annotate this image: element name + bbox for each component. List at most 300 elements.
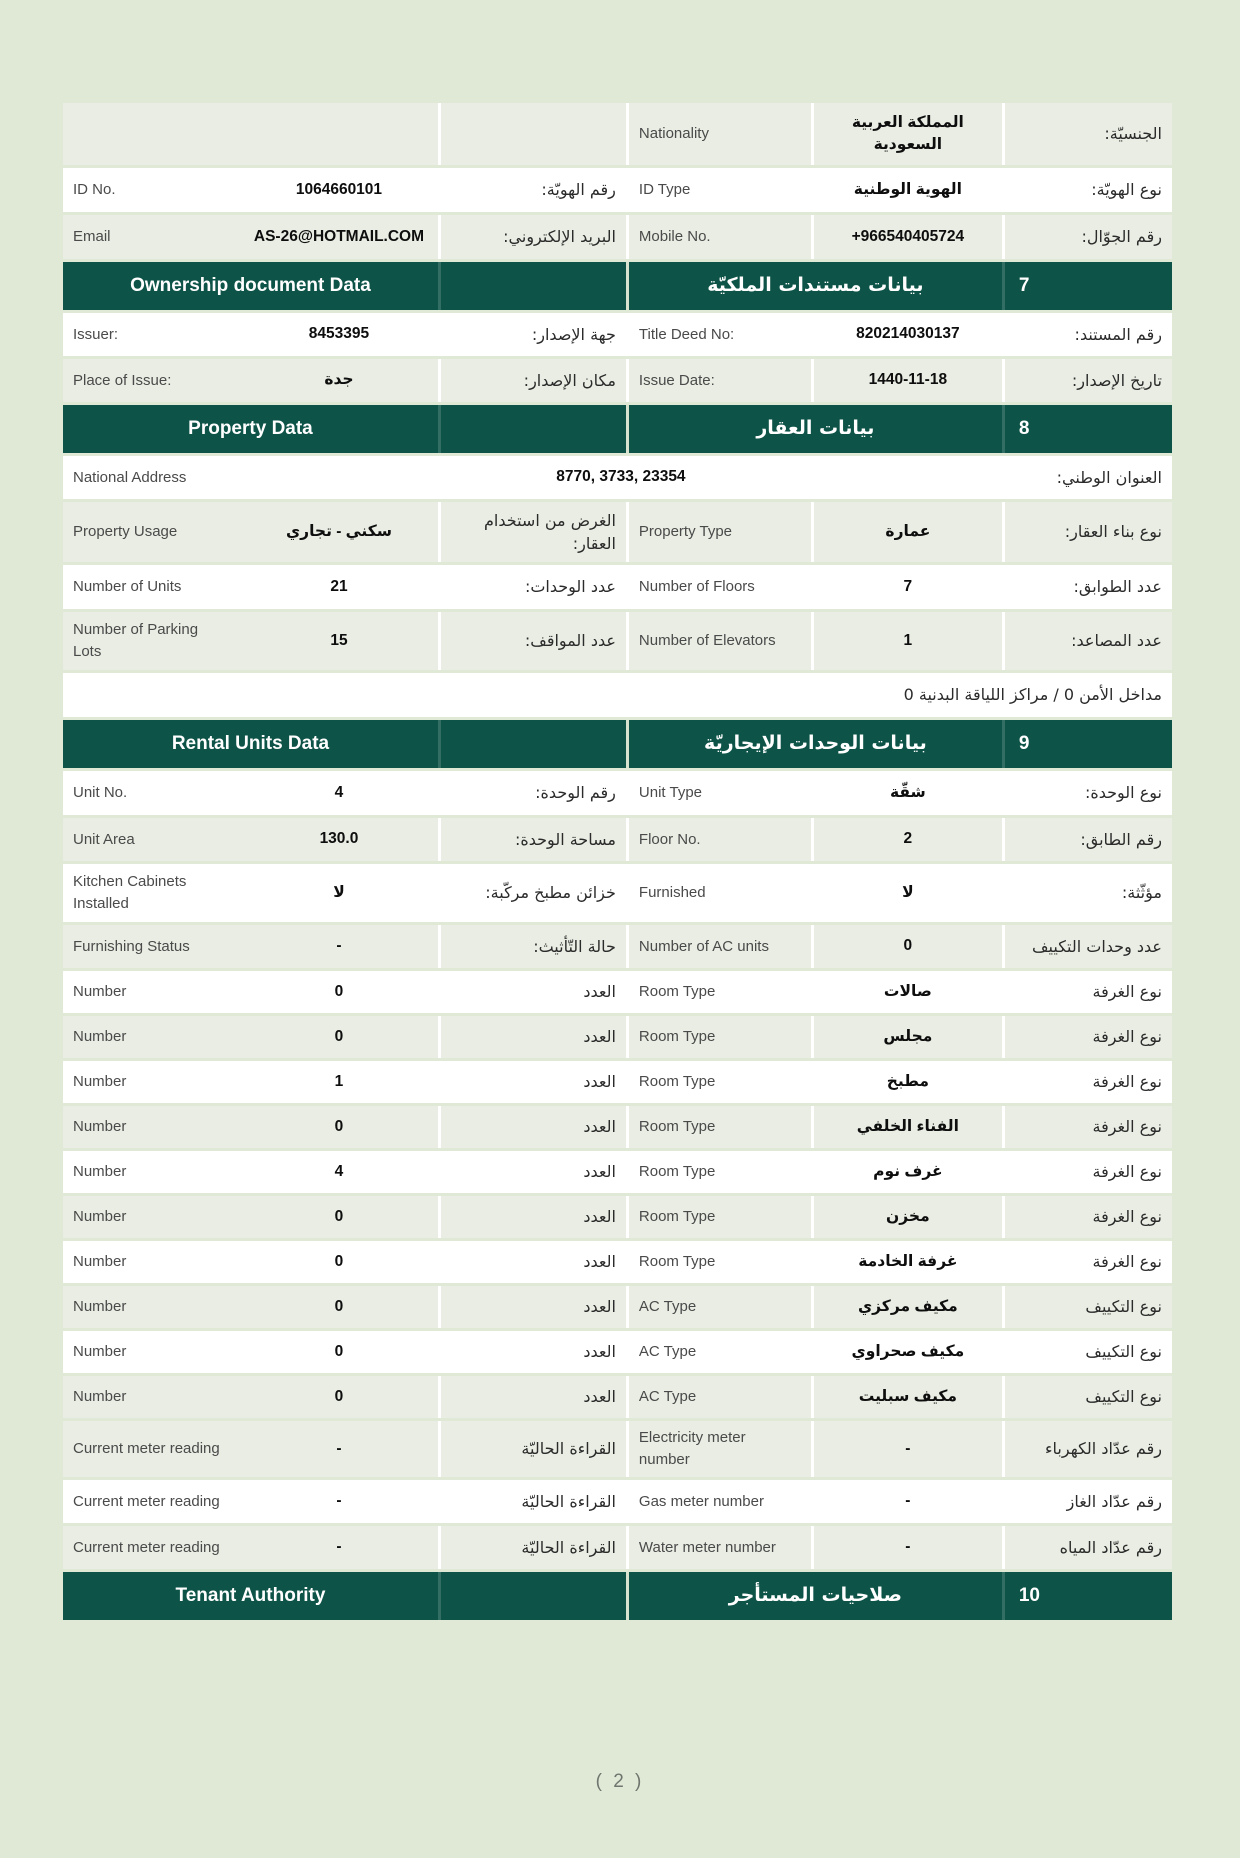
field-value-text: 8770, 3733, 23354 <box>556 468 686 486</box>
field-value <box>240 1241 438 1283</box>
section-number <box>1002 720 1172 768</box>
field-value <box>240 103 438 165</box>
field-label-ar <box>1002 1151 1172 1193</box>
field-value <box>811 565 1002 609</box>
field-value <box>811 1061 1002 1103</box>
field-label-ar <box>438 1241 626 1283</box>
field-value-text: 4 <box>334 1162 344 1180</box>
field-label-en-text: Current meter reading <box>73 1492 220 1510</box>
field-label-ar-text: نوع التكييف <box>1085 1297 1162 1317</box>
field-value <box>811 1286 1002 1328</box>
field-label-ar <box>1002 168 1172 212</box>
section-number-text: 10 <box>1018 1585 1040 1607</box>
field-label-ar <box>438 1016 626 1058</box>
field-value <box>811 215 1002 259</box>
table-row <box>63 313 1172 356</box>
field-label-ar <box>438 565 626 609</box>
field-label-en-text: Email <box>73 228 111 246</box>
field-label-ar-text: عدد وحدات التكييف <box>1031 936 1162 956</box>
field-value <box>240 1526 438 1569</box>
field-value-text: الفناء الخلفي <box>856 1117 959 1135</box>
field-label-en-text: Room Type <box>638 1028 716 1046</box>
field-label-en-text: Issue Date: <box>638 371 715 389</box>
field-label-ar <box>1002 1376 1172 1418</box>
field-label-ar-text: العدد <box>583 1252 616 1272</box>
table-row <box>63 456 1172 499</box>
field-label-en-text: Unit No. <box>73 784 128 802</box>
table-row <box>63 1061 1172 1103</box>
note-text <box>63 673 1172 717</box>
field-label-en <box>63 864 240 922</box>
field-value-text: 21 <box>330 577 348 595</box>
field-label-en <box>63 1241 240 1283</box>
table-row <box>63 168 1172 212</box>
field-label-en-text: Room Type <box>638 1253 716 1271</box>
field-value-text: - <box>336 1492 342 1510</box>
field-label-en <box>63 313 240 356</box>
field-label-en-text: Furnishing Status <box>73 937 190 955</box>
field-label-ar-text: تاريخ الإصدار: <box>1071 370 1162 390</box>
field-value-text: 0 <box>334 1387 344 1405</box>
field-value-text: AS-26@HOTMAIL.COM <box>253 227 425 245</box>
field-label-en-text: Issuer: <box>73 325 119 343</box>
field-label-en-text: Room Type <box>638 1163 716 1181</box>
field-value-text: 1064660101 <box>295 180 383 198</box>
field-label-ar-text: نوع الغرفة <box>1092 1027 1162 1047</box>
field-value-text: غرفة الخادمة <box>858 1252 958 1270</box>
field-label-en <box>626 1151 811 1193</box>
field-label-ar <box>438 1376 626 1418</box>
field-label-en <box>626 1526 811 1569</box>
field-value-text: غرف نوم <box>873 1162 943 1180</box>
field-value <box>811 818 1002 861</box>
field-label-ar-text: العدد <box>583 1117 616 1137</box>
field-label-en-text: Number of Floors <box>638 578 755 596</box>
field-label-ar-text: العدد <box>583 1387 616 1407</box>
contract-page <box>0 103 1240 1858</box>
field-label-ar <box>1002 1480 1172 1523</box>
table-row <box>63 1376 1172 1418</box>
field-label-en-text: Number of Units <box>73 578 182 596</box>
field-label-en-text: AC Type <box>638 1343 697 1361</box>
field-value-text: 1 <box>334 1072 344 1090</box>
table-row <box>63 971 1172 1013</box>
field-value-text: 0 <box>334 1117 344 1135</box>
field-value-text: مكيف سبليت <box>858 1387 958 1405</box>
field-label-ar <box>1002 1241 1172 1283</box>
field-value <box>811 971 1002 1013</box>
field-label-en <box>626 1376 811 1418</box>
field-label-ar-text: القراءة الحاليّة <box>521 1439 616 1459</box>
table-row <box>63 1331 1172 1373</box>
field-value <box>240 771 438 815</box>
field-label-en-text: Number <box>73 1253 127 1271</box>
field-label-en <box>63 359 240 402</box>
field-label-en <box>63 1526 240 1569</box>
field-label-ar <box>438 1151 626 1193</box>
field-label-ar-text: نوع الهويّة: <box>1091 180 1162 200</box>
field-label-en-text: Property Usage <box>73 523 178 541</box>
field-label-ar-text: عدد الطوابق: <box>1073 577 1162 597</box>
field-value-text: 820214030137 <box>856 325 960 343</box>
field-value-text: +966540405724 <box>851 227 965 245</box>
field-label-ar <box>1002 864 1172 922</box>
field-value <box>240 612 438 670</box>
section-title-en <box>63 1572 438 1620</box>
field-label-ar-text: البريد الإلكتروني: <box>503 227 616 247</box>
field-label-en <box>626 771 811 815</box>
field-label-ar-text: رقم الهويّة: <box>541 180 616 200</box>
field-label-en-text: Number <box>73 1163 127 1181</box>
field-label-ar-text: مكان الإصدار: <box>523 370 616 390</box>
field-label-ar-text: نوع الغرفة <box>1092 1162 1162 1182</box>
field-label-en-text: National Address <box>73 468 187 486</box>
table-row <box>63 103 1172 165</box>
field-value-text: 2 <box>903 830 913 848</box>
field-label-en <box>63 971 240 1013</box>
field-label-en <box>63 771 240 815</box>
field-label-ar <box>438 359 626 402</box>
field-label-ar <box>438 502 626 562</box>
field-label-en <box>63 1421 240 1477</box>
field-label-en <box>63 1480 240 1523</box>
field-label-ar-text: عدد المواقف: <box>524 631 616 651</box>
field-value <box>811 1376 1002 1418</box>
field-label-en <box>626 818 811 861</box>
field-label-en-text: ID No. <box>73 181 116 199</box>
table-row <box>63 565 1172 609</box>
field-value-text: مجلس <box>883 1027 933 1045</box>
field-value <box>811 771 1002 815</box>
section-title-en-text: Tenant Authority <box>175 1585 326 1607</box>
field-label-en <box>626 502 811 562</box>
field-label-ar-text: رقم عدّاد الغاز <box>1066 1491 1162 1511</box>
field-value-text: 0 <box>334 1207 344 1225</box>
field-value <box>811 1196 1002 1238</box>
field-label-ar <box>438 925 626 968</box>
field-label-ar <box>1002 925 1172 968</box>
field-value <box>240 925 438 968</box>
field-value-text: 15 <box>330 631 348 649</box>
field-label-ar-text: الجنسيّة: <box>1104 124 1162 144</box>
field-label-ar-text: رقم الجوّال: <box>1081 227 1162 247</box>
field-label-en <box>626 168 811 212</box>
field-label-en <box>626 1331 811 1373</box>
field-value-text: مكيف صحراوي <box>851 1342 965 1360</box>
field-label-ar-text: نوع التكييف <box>1085 1342 1162 1362</box>
field-label-en <box>63 103 240 165</box>
section-header <box>63 1572 1172 1620</box>
field-value <box>811 864 1002 922</box>
field-value-text: مخزن <box>886 1207 930 1225</box>
table-row <box>63 215 1172 259</box>
section-number-text: 7 <box>1018 275 1030 297</box>
field-label-ar <box>1002 1331 1172 1373</box>
table-row <box>63 502 1172 562</box>
field-label-en <box>626 313 811 356</box>
field-label-ar-text: جهة الإصدار: <box>531 324 616 344</box>
field-label-en-text: Number <box>73 1208 127 1226</box>
section-header <box>63 262 1172 310</box>
field-label-ar <box>1002 215 1172 259</box>
field-label-ar-text: نوع الوحدة: <box>1084 783 1162 803</box>
section-title-en-text: Property Data <box>188 418 313 440</box>
field-label-en <box>63 456 240 499</box>
field-value <box>240 818 438 861</box>
header-spacer <box>438 1572 626 1620</box>
field-label-ar <box>438 1061 626 1103</box>
field-label-en <box>626 565 811 609</box>
table-row <box>63 1241 1172 1283</box>
field-label-ar <box>1002 1421 1172 1477</box>
field-label-ar-text: العدد <box>583 1027 616 1047</box>
field-label-ar <box>438 168 626 212</box>
field-label-en <box>63 1061 240 1103</box>
field-label-ar <box>438 1286 626 1328</box>
field-label-en <box>63 818 240 861</box>
field-label-en-text: Number of Elevators <box>638 632 776 650</box>
field-value <box>240 1151 438 1193</box>
field-value <box>240 864 438 922</box>
field-label-ar-text: حالة التّأثيث: <box>533 936 616 956</box>
field-value-text: 130.0 <box>319 830 359 848</box>
field-label-ar-text: الغرض من استخدام العقار: <box>484 510 616 553</box>
field-value <box>811 1526 1002 1569</box>
field-label-en-text: Electricity meter number <box>638 1429 746 1468</box>
section-title-ar-text: بيانات الوحدات الإيجاريّة <box>704 732 927 755</box>
field-label-en-text: Number <box>73 1298 127 1316</box>
field-value-text: 4 <box>334 783 344 801</box>
field-value-text: - <box>905 1439 911 1457</box>
field-label-ar <box>438 612 626 670</box>
field-label-ar-text: نوع الغرفة <box>1092 1117 1162 1137</box>
section-title-ar <box>626 262 1002 310</box>
field-value-text: جدة <box>324 371 354 389</box>
table-row <box>63 925 1172 968</box>
section-header <box>63 405 1172 453</box>
section-number-text: 8 <box>1018 418 1030 440</box>
field-label-ar-text: نوع الغرفة <box>1092 1207 1162 1227</box>
field-label-ar-text: رقم الوحدة: <box>535 783 616 803</box>
field-value <box>240 1421 438 1477</box>
field-label-en-text: Room Type <box>638 983 716 1001</box>
field-label-en-text: Property Type <box>638 523 733 541</box>
field-label-ar <box>438 313 626 356</box>
field-label-en <box>63 565 240 609</box>
field-label-ar <box>1002 612 1172 670</box>
field-value-text: المملكة العربية السعودية <box>851 113 964 153</box>
field-value <box>240 1196 438 1238</box>
field-label-en <box>626 1016 811 1058</box>
field-value-text: 1 <box>903 631 913 649</box>
field-label-en <box>63 1106 240 1148</box>
field-value-text: 0 <box>334 982 344 1000</box>
field-value <box>811 612 1002 670</box>
section-title-ar <box>626 1572 1002 1620</box>
field-label-en <box>63 1286 240 1328</box>
field-value <box>240 168 438 212</box>
field-value-text: 7 <box>903 577 913 595</box>
field-label-ar-text: خزائن مطبخ مركّبة: <box>485 883 616 903</box>
field-label-en <box>63 925 240 968</box>
field-label-en <box>63 612 240 670</box>
field-label-ar <box>1002 1526 1172 1569</box>
field-value-text: 8453395 <box>308 325 370 343</box>
section-title-ar-text: صلاحيات المستأجر <box>728 1584 902 1607</box>
field-value-text: 0 <box>903 937 913 955</box>
field-label-en-text: Room Type <box>638 1073 716 1091</box>
field-label-en-text: Place of Issue: <box>73 371 172 389</box>
field-label-ar <box>438 1480 626 1523</box>
field-label-ar <box>438 1421 626 1477</box>
header-spacer <box>438 720 626 768</box>
note-row <box>63 673 1172 717</box>
field-label-ar <box>1002 1286 1172 1328</box>
field-label-en-text: Number <box>73 983 127 1001</box>
field-label-ar-text: عدد المصاعد: <box>1071 631 1162 651</box>
field-label-en-text: Number of Parking Lots <box>73 621 199 660</box>
table-row <box>63 771 1172 815</box>
section-title-en <box>63 405 438 453</box>
field-value <box>811 1421 1002 1477</box>
field-value <box>240 215 438 259</box>
section-number <box>1002 1572 1172 1620</box>
field-label-en <box>63 1376 240 1418</box>
field-value <box>240 456 1002 499</box>
field-value <box>811 1016 1002 1058</box>
field-value-text: شقّة <box>889 783 926 801</box>
field-value-text: سكني - تجاري <box>285 522 392 540</box>
field-value <box>240 1331 438 1373</box>
field-label-en-text: Number <box>73 1073 127 1091</box>
field-label-en-text: Number <box>73 1343 127 1361</box>
field-value <box>240 359 438 402</box>
table-row <box>63 1106 1172 1148</box>
table-row <box>63 864 1172 922</box>
table-row <box>63 1421 1172 1477</box>
field-value <box>240 1376 438 1418</box>
field-label-en-text: Number <box>73 1028 127 1046</box>
field-label-ar-text: العدد <box>583 1072 616 1092</box>
field-label-en-text: Number <box>73 1388 127 1406</box>
field-label-en-text: Title Deed No: <box>638 325 735 343</box>
field-label-en <box>63 168 240 212</box>
field-label-ar <box>1002 971 1172 1013</box>
field-label-en-text: Number of AC units <box>638 937 769 955</box>
table-row <box>63 1526 1172 1569</box>
field-label-ar <box>438 818 626 861</box>
field-value <box>811 925 1002 968</box>
field-label-en-text: Water meter number <box>638 1538 776 1556</box>
field-label-ar <box>438 103 626 165</box>
data-table <box>63 103 1172 1620</box>
field-label-ar <box>1002 313 1172 356</box>
field-label-ar-text: مؤثّثة: <box>1121 883 1162 903</box>
field-label-en-text: Unit Type <box>638 784 702 802</box>
field-label-en <box>626 925 811 968</box>
field-value-text: لا <box>333 883 345 901</box>
table-row <box>63 1016 1172 1058</box>
field-label-ar <box>438 1106 626 1148</box>
field-value <box>811 103 1002 165</box>
field-value-text: - <box>336 1439 342 1457</box>
field-label-ar-text: العدد <box>583 1342 616 1362</box>
field-label-ar-text: رقم المستند: <box>1074 324 1162 344</box>
field-label-en-text: Kitchen Cabinets Installed <box>73 873 187 912</box>
field-label-ar <box>438 771 626 815</box>
field-value <box>240 971 438 1013</box>
field-value-text: - <box>336 937 342 955</box>
field-label-en-text: Room Type <box>638 1208 716 1226</box>
field-label-ar <box>1002 456 1172 499</box>
field-label-en-text: Current meter reading <box>73 1538 220 1556</box>
field-label-ar-text: العدد <box>583 1297 616 1317</box>
field-label-en <box>63 1196 240 1238</box>
section-title-ar <box>626 405 1002 453</box>
field-label-en <box>626 1286 811 1328</box>
field-label-en <box>626 215 811 259</box>
field-label-en-text: Number <box>73 1118 127 1136</box>
field-label-en <box>63 502 240 562</box>
section-title-ar <box>626 720 1002 768</box>
field-label-ar <box>438 215 626 259</box>
field-label-ar-text: نوع التكييف <box>1085 1387 1162 1407</box>
field-label-en <box>626 1421 811 1477</box>
field-label-ar-text: القراءة الحاليّة <box>521 1537 616 1557</box>
field-value-text: مطبخ <box>886 1072 929 1090</box>
field-label-ar-text: رقم عدّاد الكهرباء <box>1045 1439 1162 1459</box>
field-label-ar <box>1002 1016 1172 1058</box>
page-number: ( 2 ) <box>595 1771 645 1792</box>
field-value <box>240 1016 438 1058</box>
field-label-ar-text: رقم الطابق: <box>1080 829 1162 849</box>
field-label-ar <box>1002 1106 1172 1148</box>
field-label-en <box>626 612 811 670</box>
field-value-text: الهوية الوطنية <box>853 180 962 198</box>
field-label-ar <box>1002 565 1172 609</box>
field-value-text: مكيف مركزي <box>857 1297 958 1315</box>
field-value <box>811 502 1002 562</box>
note-text-text: مداخل الأمن 0 / مراكز اللياقة البدنية 0 <box>903 685 1162 705</box>
field-value-text: 1440-11-18 <box>868 371 948 389</box>
table-row <box>63 359 1172 402</box>
field-label-ar-text: القراءة الحاليّة <box>521 1491 616 1511</box>
field-value-text: صالات <box>883 982 932 1000</box>
field-label-en <box>626 1061 811 1103</box>
field-value <box>240 1480 438 1523</box>
field-label-ar <box>1002 1061 1172 1103</box>
field-value <box>240 1286 438 1328</box>
field-label-ar <box>1002 359 1172 402</box>
field-label-ar <box>438 864 626 922</box>
field-value <box>811 1331 1002 1373</box>
field-label-en <box>626 864 811 922</box>
field-label-en-text: Mobile No. <box>638 228 711 246</box>
field-label-ar-text: رقم عدّاد المياه <box>1059 1537 1162 1557</box>
field-label-ar <box>1002 502 1172 562</box>
section-number <box>1002 262 1172 310</box>
header-spacer <box>438 262 626 310</box>
field-value <box>811 1106 1002 1148</box>
field-label-ar <box>438 1526 626 1569</box>
field-label-ar <box>438 1331 626 1373</box>
field-label-ar-text: مساحة الوحدة: <box>514 829 616 849</box>
field-label-ar <box>438 1196 626 1238</box>
table-row <box>63 818 1172 861</box>
field-label-en <box>626 103 811 165</box>
section-title-ar-text: بيانات مستندات الملكيّة <box>707 274 924 297</box>
field-label-ar <box>1002 1196 1172 1238</box>
